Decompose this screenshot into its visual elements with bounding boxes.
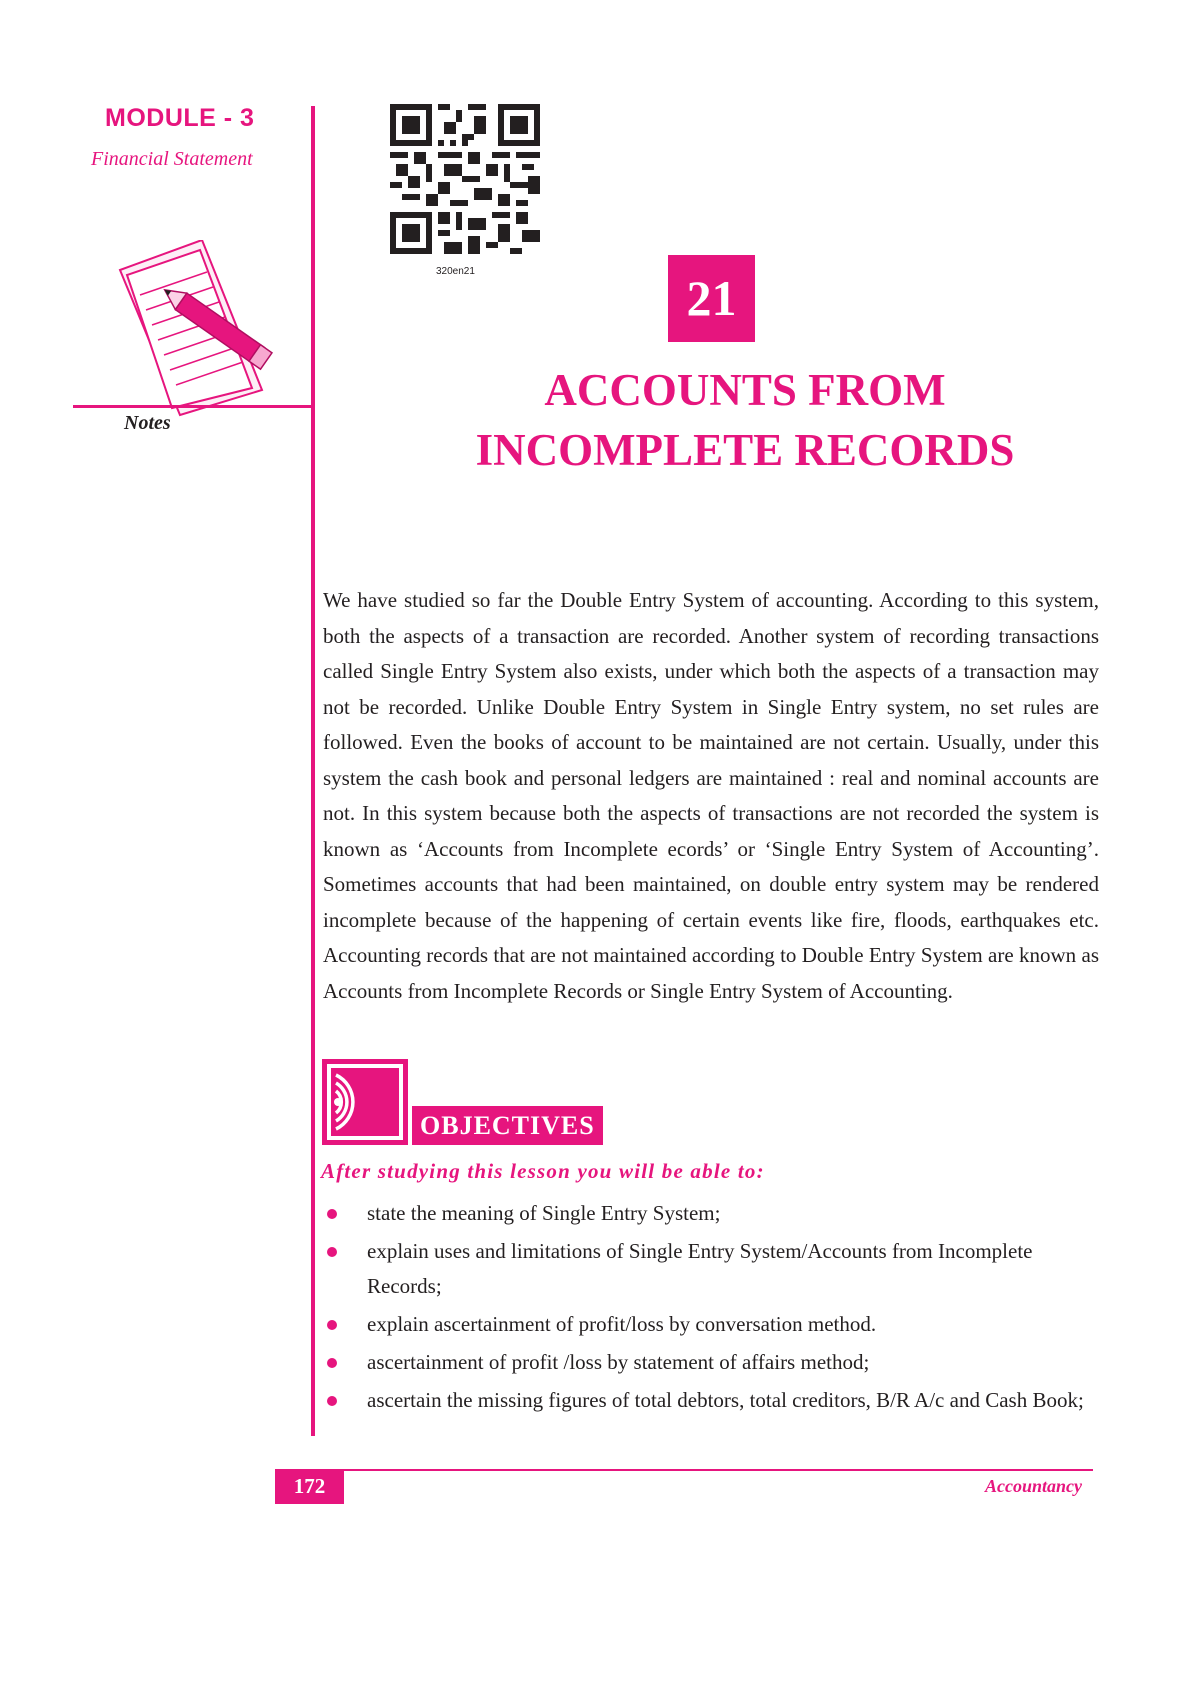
notes-label: Notes [124, 412, 171, 434]
objectives-heading: OBJECTIVES [412, 1106, 603, 1145]
page-number: 172 [275, 1469, 344, 1504]
bullet-icon [327, 1209, 337, 1219]
chapter-title-line2: INCOMPLETE RECORDS [475, 425, 1015, 475]
bullet-icon [327, 1247, 337, 1257]
bullet-icon [327, 1396, 337, 1406]
objectives-list [323, 1196, 1099, 1421]
list-item: explain ascertainment of profit/loss by conversation method. [323, 1307, 1099, 1342]
chapter-title-line1: ACCOUNTS FROM [544, 365, 946, 415]
list-item: ascertain the missing figures of total debtors, total creditors, B/R A/c and Cash Book; [323, 1383, 1099, 1418]
footer-subject: Accountancy [985, 1476, 1082, 1496]
intro-paragraph: We have studied so far the Double Entry System of accounting. According to this system, both the aspects of a transaction are recorded. Another system of recording transactions called Single Entry System also exists, under which both the aspects of a transaction may not be recorded. Unlike Double Entry System in Single Entry system, no set rules are followed. Even the books of account to be maintained are not certain. Usually, under this system the cash book and personal ledgers are maintained : real and nominal accounts are not. In this system because both the aspects of transactions are not recorded the system is known as ‘Accounts from Incomplete ecords’ or ‘Single Entry System of Accounting’. Sometimes accounts that had been maintained, on double entry system may be rendered incomplete because of the happening of certain events like fire, floods, earthquakes etc. Accounting records that are not maintained according to Double Entry System are known as Accounts from Incomplete Records or Single Entry System of Accounting. [323, 588, 1099, 1003]
bullet-icon [327, 1320, 337, 1330]
notes-divider [73, 405, 313, 408]
list-item: explain uses and limitations of Single Entry System/Accounts from Incomplete Records; [323, 1234, 1099, 1304]
objectives-target-icon [322, 1059, 408, 1145]
bullet-icon [327, 1358, 337, 1368]
module-subtitle: Financial Statement [91, 148, 253, 170]
list-item: state the meaning of Single Entry System; [323, 1196, 1099, 1231]
objectives-intro: After studying this lesson you will be able to: [321, 1159, 765, 1183]
module-title: MODULE - 3 [105, 104, 255, 132]
qr-code-label: 320en21 [436, 266, 475, 277]
margin-vertical-rule [311, 106, 315, 1436]
chapter-title [330, 360, 1160, 480]
chapter-number: 21 [668, 255, 755, 342]
qr-code [390, 104, 540, 254]
footer-rule [275, 1469, 1093, 1471]
list-item: ascertainment of profit /loss by statement of affairs method; [323, 1345, 1099, 1380]
notes-pencil-illustration [112, 240, 282, 420]
